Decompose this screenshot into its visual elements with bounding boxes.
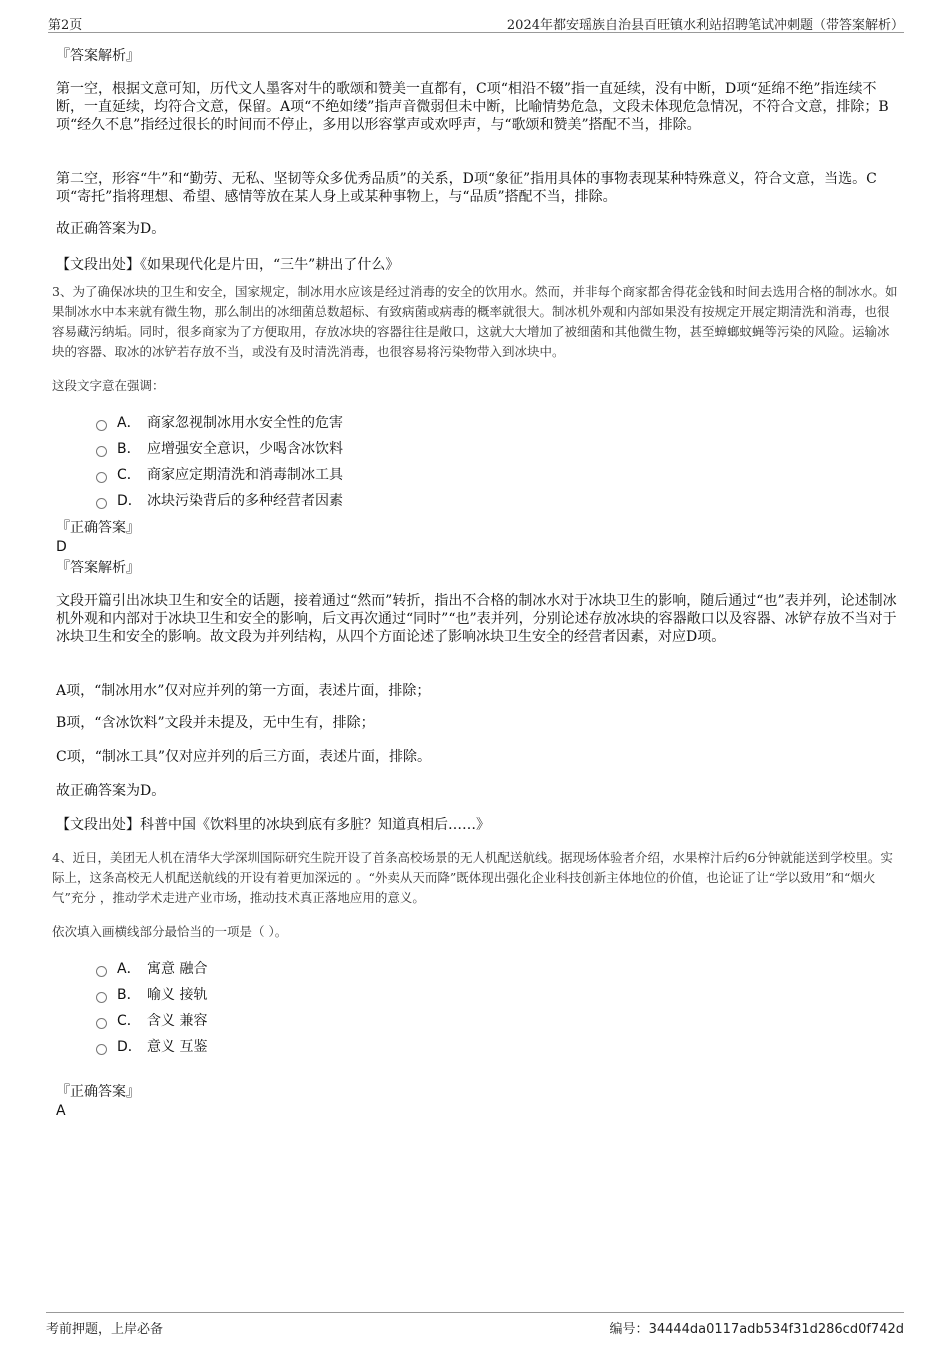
option-text: 应增强安全意识，少喝含冰饮料 xyxy=(147,441,343,457)
q3-option-a[interactable] xyxy=(96,410,343,436)
q3-option-c[interactable] xyxy=(96,462,343,488)
q2-conclusion: 故正确答案为D。 xyxy=(56,221,166,237)
radio-button[interactable] xyxy=(96,472,107,483)
option-letter: C． xyxy=(117,1013,141,1029)
q3-question: 这段文字意在强调： xyxy=(52,378,165,393)
option-text: 冰块污染背后的多种经营者因素 xyxy=(147,493,343,509)
option-letter: B． xyxy=(117,987,141,1003)
code-label: 编号： xyxy=(609,1322,649,1337)
q3-options xyxy=(96,410,343,514)
q4-options xyxy=(96,956,207,1060)
option-text: 含义 兼容 xyxy=(147,1013,208,1029)
option-text: 商家忽视制冰用水安全性的危害 xyxy=(147,415,343,431)
q3-conclusion: 故正确答案为D。 xyxy=(56,783,166,799)
page-footer xyxy=(46,1312,904,1337)
page-number: 第2页 xyxy=(48,18,83,33)
q3-analysis-option-c: C项，“制冰工具”仅对应并列的后三方面，表述片面，排除。 xyxy=(56,749,432,765)
option-text: 商家应定期清洗和消毒制冰工具 xyxy=(147,467,343,483)
radio-button[interactable] xyxy=(96,1044,107,1055)
q3-analysis-option-b: B项，“含冰饮料”文段并未提及，无中生有，排除； xyxy=(56,715,375,731)
q4-stem: 4、近日，美团无人机在清华大学深圳国际研究生院开设了首条高校场景的无人机配送航线。据现场体验者介绍，水果榨汁后约6分钟就能送到学校里。实际上，这条高校无人机配送航线的开设有着更加深远的 。“外卖从天而降”既体现出强化企业科技创新主体地位的价值，也论证了让“学以致用”和“烟火气”充分 ，推动学术走进产业市场，推动技术真正落地应用的意义。 xyxy=(52,850,893,905)
q4-option-a[interactable] xyxy=(96,956,207,982)
page-header xyxy=(48,12,904,33)
q3-option-d[interactable] xyxy=(96,488,343,514)
option-letter: A． xyxy=(117,961,141,977)
radio-button[interactable] xyxy=(96,498,107,509)
option-letter: B． xyxy=(117,441,141,457)
q4-answer: A xyxy=(56,1103,66,1119)
q2-analysis-label: 『答案解析』 xyxy=(56,48,140,64)
q3-option-b[interactable] xyxy=(96,436,343,462)
q3-answer-label: 『正确答案』 xyxy=(56,520,140,536)
option-text: 喻义 接轨 xyxy=(147,987,208,1003)
radio-button[interactable] xyxy=(96,420,107,431)
q3-analysis-option-a: A项，“制冰用水”仅对应并列的第一方面，表述片面，排除； xyxy=(56,683,431,699)
q2-analysis-paragraph-2: 第二空，形容“牛”和“勤劳、无私、坚韧等众多优秀品质”的关系，D项“象征”指用具体的事物表现某种特殊意义，符合文意，当选。C项“寄托”指将理想、希望、感情等放在某人身上或某种事物上，与“品质”搭配不当，排除。 xyxy=(56,171,877,205)
q4-option-b[interactable] xyxy=(96,982,207,1008)
option-letter: A． xyxy=(117,415,141,431)
document-title: 2024年都安瑶族自治县百旺镇水利站招聘笔试冲刺题（带答案解析） xyxy=(506,18,904,33)
q4-option-d[interactable] xyxy=(96,1034,207,1060)
option-letter: D． xyxy=(117,493,142,509)
option-text: 意义 互鉴 xyxy=(147,1039,208,1055)
option-letter: C． xyxy=(117,467,141,483)
q3-analysis-label: 『答案解析』 xyxy=(56,560,140,576)
q4-answer-label: 『正确答案』 xyxy=(56,1084,140,1100)
radio-button[interactable] xyxy=(96,446,107,457)
q3-stem: 3、为了确保冰块的卫生和安全，国家规定，制冰用水应该是经过消毒的安全的饮用水。然而，并非每个商家都舍得花金钱和时间去选用合格的制冰水。如果制冰水中本来就有微生物，那么制出的冰细菌总数超标、有致病菌或病毒的概率就很大。制冰机外观和内部如果没有按规定开展定期清洗和消毒，也很容易藏污纳垢。同时，很多商家为了方便取用，存放冰块的容器往往是敞口，这就大大增加了被细菌和其他微生物，甚至蟑螂蚊蝇等污染的风险。运输冰块的容器、取冰的冰铲若存放不当，或没有及时清洗消毒，也很容易将污染物带入到冰块中。 xyxy=(52,284,898,359)
radio-button[interactable] xyxy=(96,992,107,1003)
q3-analysis-paragraph-1: 文段开篇引出冰块卫生和安全的话题，接着通过“然而”转折，指出不合格的制冰水对于冰块卫生的影响，随后通过“也”表并列，论述制冰机外观和内部对于冰块卫生和安全的影响，后文再次通过“同时”“也”表并列，分别论述存放冰块的容器敞口以及容器、冰铲存放不当对于冰块卫生和安全的影响。故文段为并列结构，从四个方面论述了影响冰块卫生安全的经营者因素，对应D项。 xyxy=(56,593,897,645)
q2-source: 【文段出处】《如果现代化是片田，“三牛”耕出了什么》 xyxy=(56,257,400,273)
q3-source: 【文段出处】科普中国《饮料里的冰块到底有多脏？知道真相后……》 xyxy=(56,817,490,833)
option-letter: D． xyxy=(117,1039,142,1055)
q3-answer: D xyxy=(56,539,67,555)
radio-button[interactable] xyxy=(96,966,107,977)
code-value: 34444da0117adb534f31d286cd0f742d xyxy=(648,1322,904,1337)
q2-analysis-paragraph-1: 第一空，根据文意可知，历代文人墨客对牛的歌颂和赞美一直都有，C项“相沿不辍”指一直延续，没有中断，D项“延绵不绝”指连续不断，一直延续，均符合文意，保留。A项“不绝如缕”指声音微弱但未中断，比喻情势危急，文段未体现危急情况，不符合文意，排除；B项“经久不息”指经过很长的时间而不停止，多用以形容掌声或欢呼声，与“歌颂和赞美”搭配不当，排除。 xyxy=(56,81,889,133)
radio-button[interactable] xyxy=(96,1018,107,1029)
q4-question: 依次填入画横线部分最恰当的一项是（ ）。 xyxy=(52,924,288,939)
footer-slogan: 考前押题，上岸必备 xyxy=(46,1322,164,1337)
document-code xyxy=(610,1318,904,1337)
option-text: 寓意 融合 xyxy=(147,961,208,977)
q4-option-c[interactable] xyxy=(96,1008,207,1034)
